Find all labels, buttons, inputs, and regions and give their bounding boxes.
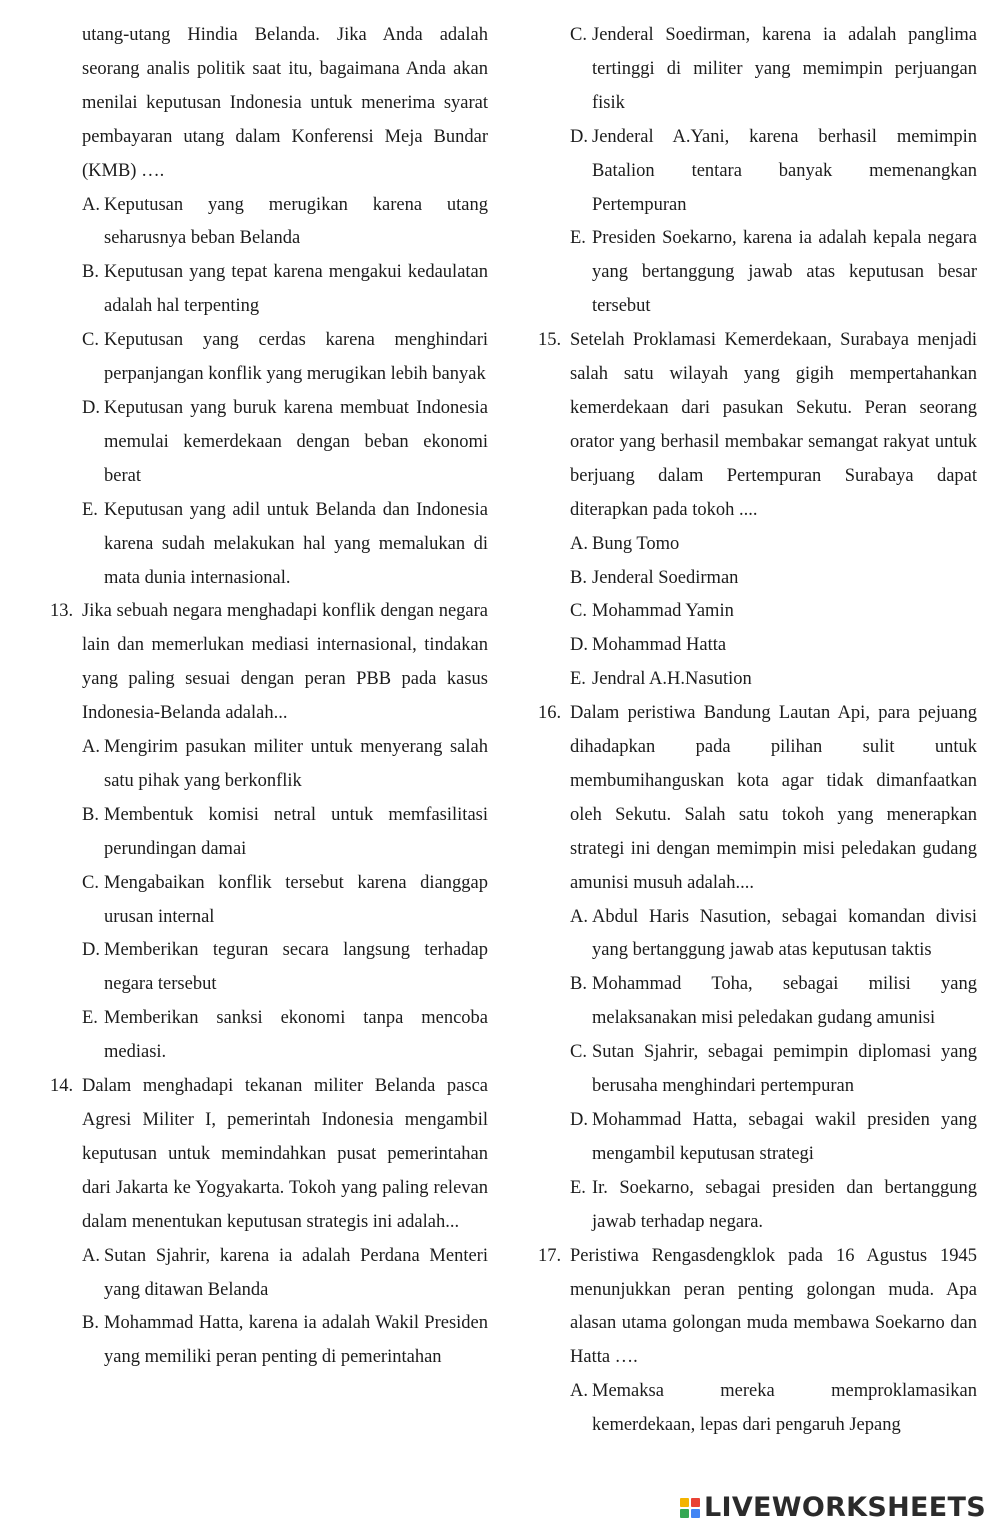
answer-option[interactable] [50,1002,488,1070]
option-label: E. [570,228,586,249]
option-label: E. [82,1008,98,1029]
option-label: C. [570,25,587,45]
option-text: Jenderal A.Yani, karena berhasil memimpin Batalion tentara banyak memenangkan Pertempuran [592,126,977,215]
answer-option[interactable] [50,256,488,324]
logo-square [691,1509,700,1518]
logo-square [680,1509,689,1518]
option-text: Keputusan yang buruk karena membuat Indonesia memulai kemerdekaan dengan beban ekonomi berat [104,397,488,486]
question-text: Peristiwa Rengasdengklok pada 16 Agustus 1945 menunjukkan peran penting golongan muda. Apa alasan utama golongan muda membawa Soekarno dan Hatta …. [570,1245,977,1368]
option-text: Memberikan teguran secara langsung terhadap negara tersebut [104,940,488,995]
answer-option[interactable] [50,867,488,935]
logo-grid-icon [680,1498,700,1518]
answer-option[interactable] [50,1240,488,1308]
left-column [50,19,488,1375]
answer-option[interactable] [50,189,488,257]
option-label: A. [82,1245,100,1266]
answer-option[interactable] [50,392,488,494]
option-text: Keputusan yang tepat karena mengakui kedaulatan adalah hal terpenting [104,262,488,317]
question-16 [538,697,977,900]
option-label: E. [82,499,98,520]
option-label: C. [82,872,99,893]
answer-option[interactable] [50,799,488,867]
question-13 [50,595,488,731]
question-text: Jika sebuah negara menghadapi konflik dengan negara lain dan memerlukan mediasi internasional, tindakan yang paling sesuai dengan peran PBB pada kasus Indonesia-Belanda adalah... [82,601,488,724]
option-label: D. [82,940,100,961]
option-label: A. [570,533,588,554]
answer-option[interactable] [538,629,977,663]
answer-option[interactable] [50,494,488,596]
question-number: 15. [538,330,562,351]
answer-option[interactable] [538,1104,977,1172]
option-text: Mengabaikan konflik tersebut karena dianggap urusan internal [104,872,488,927]
answer-option[interactable] [50,1307,488,1375]
option-label: A. [570,1381,588,1402]
question-17 [538,1240,977,1376]
option-text: Memaksa mereka memproklamasikan kemerdekaan, lepas dari pengaruh Jepang [592,1381,977,1436]
answer-option[interactable] [50,731,488,799]
option-label: D. [82,397,100,418]
option-text: Sutan Sjahrir, karena ia adalah Perdana Menteri yang ditawan Belanda [104,1245,488,1300]
logo-square [680,1498,689,1507]
option-text: Mohammad Hatta, sebagai wakil presiden yang mengambil keputusan strategi [592,1110,977,1164]
option-label: D. [570,126,588,147]
option-label: B. [82,1313,99,1334]
answer-option[interactable] [538,1036,977,1104]
question-number: 13. [50,601,74,622]
question-text: Dalam menghadapi tekanan militer Belanda pasca Agresi Militer I, pemerintah Indonesia mengambil keputusan untuk memindahkan pusat pemerintahan dari Jakarta ke Yogyakarta. Tokoh yang paling relevan dalam menentukan keputusan strategis ini adalah... [82,1076,488,1232]
answer-option[interactable] [538,528,977,562]
q12-continuation-text: utang-utang Hindia Belanda. Jika Anda adalah seorang analis politik saat itu, bagaimana Anda akan menilai keputusan Indonesia untuk menerima syarat pembayaran utang dalam Konferensi Meja Bundar (KMB) …. [82,25,488,181]
option-text: Jenderal Soedirman, karena ia adalah panglima tertinggi di militer yang memimpin perjuangan fisik [592,25,977,113]
option-text: Ir. Soekarno, sebagai presiden dan bertanggung jawab terhadap negara. [592,1177,977,1232]
option-text: Jendral A.H.Nasution [592,669,752,690]
option-label: B. [82,804,99,825]
question-text: Dalam peristiwa Bandung Lautan Api, para pejuang dihadapkan pada pilihan sulit untuk membumihanguskan kota agar tidak dimanfaatkan oleh Sekutu. Salah satu tokoh yang menerapkan strategi ini dengan memimpin misi peledakan gudang amunisi musuh adalah.... [570,703,977,893]
question-number: 16. [538,703,562,724]
question-number: 14. [50,1076,74,1097]
option-label: D. [570,635,588,656]
question-15 [538,324,977,527]
answer-option[interactable] [538,968,977,1036]
option-text: Mohammad Toha, sebagai milisi yang melaksanakan misi peledakan gudang amunisi [592,974,977,1029]
option-text: Membentuk komisi netral untuk memfasilitasi perundingan damai [104,804,488,859]
option-label: D. [570,1110,588,1130]
answer-option[interactable] [538,19,977,121]
option-label: B. [570,567,587,588]
question-number: 17. [538,1245,562,1266]
option-text: Mohammad Hatta [592,635,727,656]
option-label: C. [82,330,99,351]
option-label: E. [570,1177,586,1198]
answer-option[interactable] [538,595,977,629]
option-text: Jenderal Soedirman [592,567,739,588]
answer-option[interactable] [538,663,977,697]
option-label: B. [570,974,587,995]
option-label: E. [570,669,586,690]
option-label: B. [82,262,99,283]
question-14 [50,1070,488,1240]
option-text: Keputusan yang cerdas karena menghindari perpanjangan konflik yang merugikan lebih banyak [104,330,488,385]
option-text: Keputusan yang merugikan karena utang seharusnya beban Belanda [104,194,488,249]
answer-option[interactable] [538,1375,977,1443]
option-label: A. [570,906,588,927]
option-text: Mengirim pasukan militer untuk menyerang salah satu pihak yang berkonflik [104,737,488,791]
answer-option[interactable] [50,324,488,392]
liveworksheets-logo [680,1492,986,1523]
answer-option[interactable] [538,562,977,596]
option-text: Bung Tomo [592,533,680,554]
logo-square [691,1498,700,1507]
option-text: Memberikan sanksi ekonomi tanpa mencoba mediasi. [104,1008,488,1063]
option-text: Sutan Sjahrir, sebagai pemimpin diplomasi yang berusaha menghindari pertempuran [592,1042,977,1097]
option-text: Presiden Soekarno, karena ia adalah kepala negara yang bertanggung jawab atas keputusan besar tersebut [592,228,977,317]
answer-option[interactable] [538,121,977,223]
option-text: Mohammad Hatta, karena ia adalah Wakil Presiden yang memiliki peran penting di pemerintahan [104,1313,488,1368]
answer-option[interactable] [538,1172,977,1240]
right-column [538,19,977,1443]
option-text: Abdul Haris Nasution, sebagai komandan divisi yang bertanggung jawab atas keputusan taktis [592,906,977,961]
answer-option[interactable] [538,222,977,324]
answer-option[interactable] [50,934,488,1002]
option-label: A. [82,737,100,758]
question-text: Setelah Proklamasi Kemerdekaan, Surabaya menjadi salah satu wilayah yang gigih mempertahankan kemerdekaan dari pasukan Sekutu. Peran seorang orator yang berhasil membakar semangat rakyat untuk berjuang dalam Pertempuran Surabaya dapat diterapkan pada tokoh .... [570,330,977,520]
option-text: Mohammad Yamin [592,601,734,622]
option-label: C. [570,601,587,622]
option-text: Keputusan yang adil untuk Belanda dan Indonesia karena sudah melakukan hal yang memalukan di mata dunia internasional. [104,499,488,588]
option-label: C. [570,1042,587,1063]
answer-option[interactable] [538,901,977,969]
logo-text: LIVEWORKSHEETS [703,1492,986,1523]
option-label: A. [82,194,100,215]
